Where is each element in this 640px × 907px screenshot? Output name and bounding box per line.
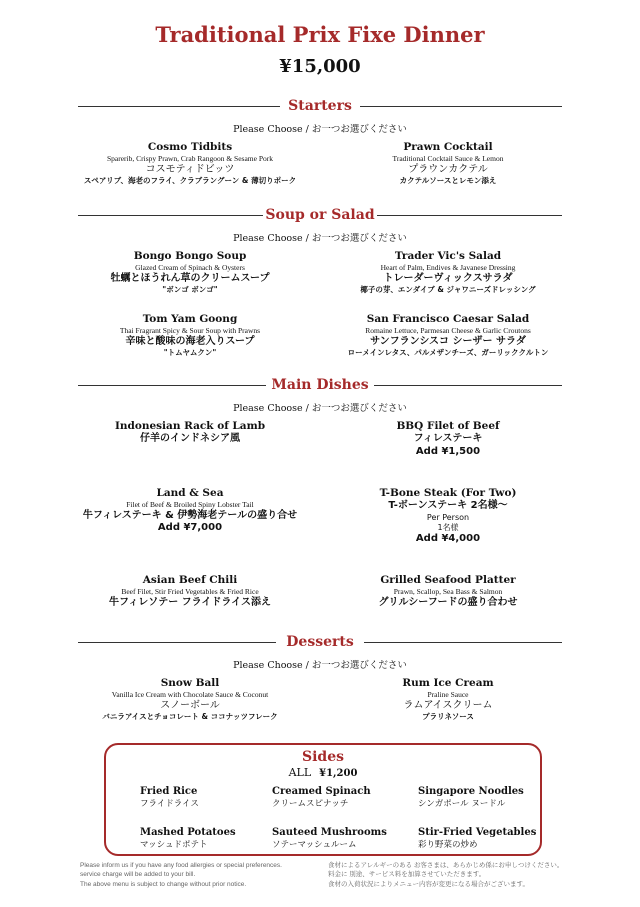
item-description: Filet of Beef & Broiled Spiny Lobster Tail xyxy=(126,500,254,510)
item-name-jp: コスモティドビッツ xyxy=(145,163,235,175)
item-description: Beef Filet, Stir Fried Vegetables & Fried Rice xyxy=(121,587,259,597)
choose-instruction: Please Choose / お一つお選びください xyxy=(233,660,407,671)
menu-item xyxy=(60,313,320,357)
item-name-jp: サンフランシスコ シーザー サラダ xyxy=(370,335,526,347)
side-item xyxy=(140,827,236,850)
side-name-jp: クリームスピナッチ xyxy=(272,798,349,809)
menu-price: ¥15,000 xyxy=(279,56,361,77)
item-description: Traditional Cocktail Sauce & Lemon xyxy=(392,154,504,164)
item-name-jp: トレーダーヴィックスサラダ xyxy=(383,272,513,284)
item-name: Cosmo Tidbits xyxy=(147,141,233,153)
item-description: Prawn, Scallop, Sea Bass & Salmon xyxy=(393,587,503,597)
item-name: T-Bone Steak (For Two) xyxy=(379,487,517,499)
item-name-jp: ラムアイスクリーム xyxy=(403,699,493,711)
choose-instruction: Please Choose / お一つお選びください xyxy=(233,403,407,414)
section-starters xyxy=(78,98,562,114)
footer-line: 食材の入荷状況によりメニュー内容が変更になる場合がございます。 xyxy=(328,880,529,888)
item-name-jp: T-ボーンステーキ 2名様～ xyxy=(388,500,508,512)
item-description-jp: プラリネソース xyxy=(422,712,474,721)
side-name-jp: フライドライス xyxy=(140,798,199,809)
item-description-jp: 椰子の芽、エンダイブ & ジャワニーズドレッシング xyxy=(360,285,536,294)
item-per-person-jp: 1名様 xyxy=(437,522,459,532)
section-title: Desserts xyxy=(286,634,354,650)
side-item xyxy=(272,786,371,809)
item-description-jp: スペアリブ、海老のフライ、クラブラングーン & 薄切りポーク xyxy=(83,176,297,185)
footer-line: 食材によるアレルギーのある お客さまは、あらかじめ係にお申しつけください。 xyxy=(328,862,564,869)
item-description: Glazed Cream of Spinach & Oysters xyxy=(135,263,245,273)
sides-title: Sides xyxy=(301,749,344,765)
item-name: Bongo Bongo Soup xyxy=(133,250,247,262)
item-name: Asian Beef Chili xyxy=(142,574,238,586)
item-surcharge: Add ¥4,000 xyxy=(415,532,481,544)
side-name-jp: シンガポール ヌードル xyxy=(418,798,506,809)
side-name-jp: 彩り野菜の炒め xyxy=(418,839,478,850)
item-name: Trader Vic's Salad xyxy=(394,250,502,262)
footer-line: Please inform us if you have any food allergies or special preferences. xyxy=(80,862,282,869)
section-main-dishes xyxy=(78,377,562,393)
sides-box xyxy=(104,743,542,856)
section-title: Main Dishes xyxy=(271,377,369,393)
side-name: Mashed Potatoes xyxy=(140,827,236,838)
side-name: Creamed Spinach xyxy=(272,786,371,797)
item-description: Praline Sauce xyxy=(427,690,469,700)
sides-all-label: ALL xyxy=(288,766,312,779)
side-name: Singapore Noodles xyxy=(418,786,524,797)
item-description: Thai Fragrant Spicy & Sour Soup with Prawns xyxy=(119,326,261,336)
side-item xyxy=(418,827,536,850)
menu-item xyxy=(318,574,578,609)
item-name-jp: プラウンカクテル xyxy=(408,163,488,175)
footer-notice-jp xyxy=(328,861,568,889)
item-name: San Francisco Caesar Salad xyxy=(366,313,530,325)
menu-item xyxy=(60,677,320,721)
side-name-jp: ソテーマッシュルーム xyxy=(272,839,357,850)
item-name: Tom Yam Goong xyxy=(142,313,238,325)
footer-notice-en xyxy=(80,861,320,889)
menu-item xyxy=(318,487,578,545)
item-name-jp: 牛フィレステーキ & 伊勢海老テールの盛り合せ xyxy=(82,509,298,521)
item-name-jp: フィレステーキ xyxy=(413,433,483,445)
item-name-jp: 牡蠣とほうれん草のクリームスープ xyxy=(110,272,270,284)
item-description-jp: バニラアイスとチョコレート & ココナッツフレーク xyxy=(102,712,278,721)
menu-item xyxy=(60,487,320,535)
section-title: Soup or Salad xyxy=(265,207,375,223)
menu-item xyxy=(318,313,578,357)
footer-line: The above menu is subject to change without prior notice. xyxy=(80,880,247,888)
side-name: Sauteed Mushrooms xyxy=(272,827,387,838)
menu-item xyxy=(318,141,578,185)
menu-item xyxy=(60,574,320,609)
item-description: Sparerib, Crispy Prawn, Crab Rangoon & Sesame Pork xyxy=(106,154,274,164)
side-item xyxy=(140,786,199,809)
menu-item xyxy=(318,250,578,294)
side-name: Fried Rice xyxy=(140,786,198,797)
item-description-jp: カクテルソースとレモン添え xyxy=(399,176,497,185)
footer-line: service charge will be added to your bill. xyxy=(80,871,196,879)
menu-item xyxy=(60,250,320,294)
item-per-person: Per Person xyxy=(426,512,470,522)
item-name-jp: スノーボール xyxy=(160,699,220,711)
item-description-jp: "ボンゴ ボンゴ" xyxy=(162,285,218,294)
item-description: Heart of Palm, Endives & Javanese Dressing xyxy=(380,263,516,273)
item-name-jp: 仔羊のインドネシア風 xyxy=(140,433,240,445)
item-name: Grilled Seafood Platter xyxy=(380,574,516,586)
choose-instruction: Please Choose / お一つお選びください xyxy=(233,233,407,244)
menu-item xyxy=(318,677,578,721)
item-name: Land & Sea xyxy=(156,487,224,499)
item-description: Vanilla Ice Cream with Chocolate Sauce & Coconut xyxy=(111,690,269,700)
menu-title: Traditional Prix Fixe Dinner xyxy=(155,22,485,47)
item-name: Rum Ice Cream xyxy=(402,677,494,689)
section-desserts xyxy=(78,634,562,650)
menu-item xyxy=(318,420,578,458)
section-soup-salad xyxy=(78,207,562,223)
item-surcharge: Add ¥1,500 xyxy=(415,445,481,457)
item-name-jp: 辛味と酸味の海老入りスープ xyxy=(125,335,255,347)
side-name-jp: マッシュドポテト xyxy=(140,839,208,850)
footer-line: 料金に 別途、サービス料を加算させていただきます。 xyxy=(328,871,486,879)
item-name: Indonesian Rack of Lamb xyxy=(114,420,266,432)
item-name: BBQ Filet of Beef xyxy=(396,420,500,432)
item-name: Snow Ball xyxy=(160,677,220,689)
menu-item xyxy=(60,141,320,185)
choose-instruction: Please Choose / お一つお選びください xyxy=(233,124,407,135)
menu-item xyxy=(60,420,320,446)
item-description: Romaine Lettuce, Parmesan Cheese & Garlic Croutons xyxy=(365,326,531,336)
side-item xyxy=(418,786,524,809)
item-name-jp: グリルシーフードの盛り合わせ xyxy=(378,596,518,608)
sides-all-price: ¥1,200 xyxy=(319,768,358,779)
item-name: Prawn Cocktail xyxy=(403,141,493,153)
side-name: Stir-Fried Vegetables xyxy=(418,827,537,838)
item-description-jp: "トムヤムクン" xyxy=(163,348,217,357)
item-description-jp: ローメインレタス、パルメザンチーズ、ガーリッククルトン xyxy=(347,348,549,357)
sides-price xyxy=(106,766,540,779)
item-name-jp: 牛フィレソテー フライドライス添え xyxy=(109,596,271,608)
section-title: Starters xyxy=(288,98,352,114)
item-surcharge: Add ¥7,000 xyxy=(157,522,223,533)
side-item xyxy=(272,827,387,850)
